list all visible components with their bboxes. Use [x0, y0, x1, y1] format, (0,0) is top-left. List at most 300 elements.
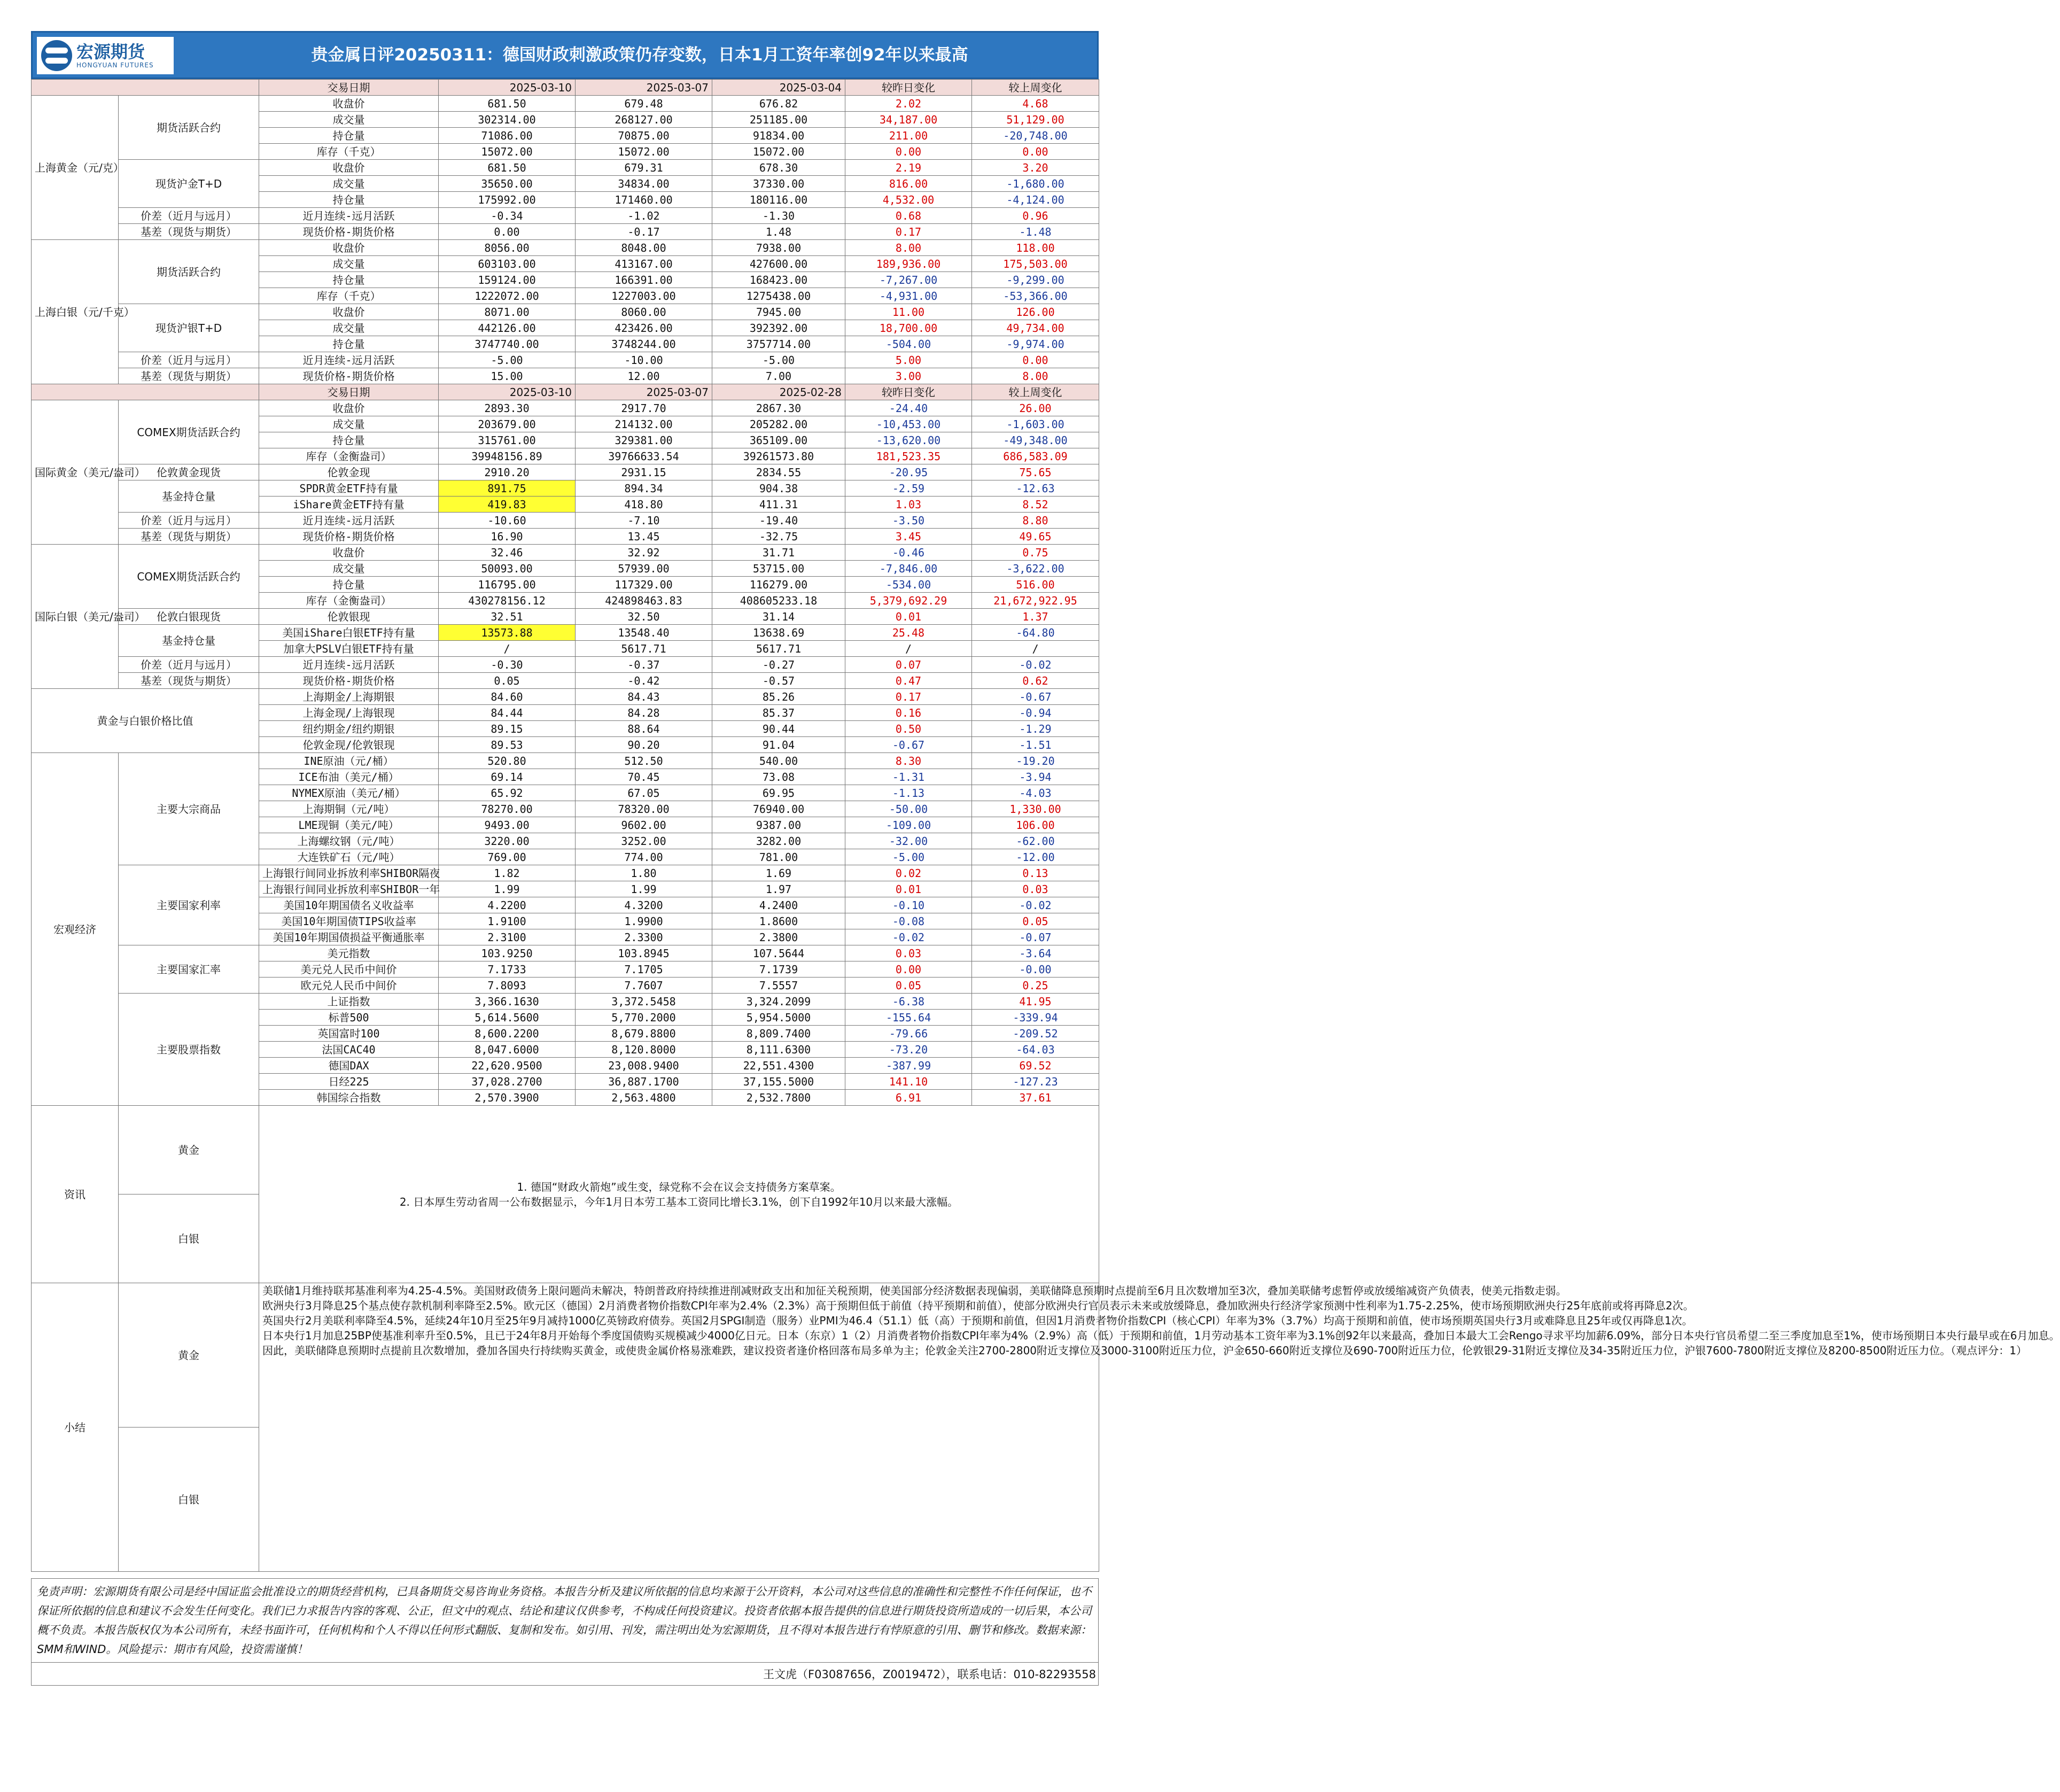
change-day: 2.02 — [845, 96, 972, 112]
change-day: 0.50 — [845, 721, 972, 737]
value-earlier: 1.8600 — [712, 913, 845, 929]
summary-conclusion: 因此，美联储降息预期时点提前且次数增加，叠加各国央行持续购买黄金，或使贵金属价格易涨难跌，建议投资者逢价格回落布局多单为主；伦敦金关注2700-2800附近支撑位及3000-3100附近压力位，沪金650-660附近支撑位及690-700附近压力位，伦敦银29-31附近支撑位及34-35附近压力位，沪银7600-7800附近支撑位及8200-8500附近压力位。（观点评分：1） — [262, 1344, 2027, 1357]
change-day: 0.68 — [845, 208, 972, 224]
news-silver-label: 白银 — [119, 1194, 259, 1283]
table-row — [32, 240, 1099, 256]
value-earlier: 7938.00 — [712, 240, 845, 256]
table-row — [32, 657, 1099, 673]
value-latest: 0.05 — [439, 673, 576, 689]
value-earlier: 411.31 — [712, 497, 845, 513]
value-latest: 175992.00 — [439, 192, 576, 208]
value-prev: 4.3200 — [576, 897, 712, 913]
change-day: -7,846.00 — [845, 561, 972, 577]
date-prev: 2025-03-07 — [576, 384, 712, 400]
change-day: 5.00 — [845, 352, 972, 368]
item-label: 收盘价 — [259, 240, 439, 256]
value-earlier: 3757714.00 — [712, 336, 845, 352]
value-prev: 679.48 — [576, 96, 712, 112]
item-label: 收盘价 — [259, 304, 439, 320]
value-earlier: 2.3800 — [712, 929, 845, 945]
change-day: -2.59 — [845, 480, 972, 497]
change-week: -4.03 — [972, 785, 1099, 801]
change-week: / — [972, 641, 1099, 657]
value-earlier: 7.1739 — [712, 961, 845, 978]
table-row — [32, 673, 1099, 689]
item-label: 韩国综合指数 — [259, 1090, 439, 1106]
value-latest: -5.00 — [439, 352, 576, 368]
change-day: -13,620.00 — [845, 432, 972, 448]
item-label: ICE布油（美元/桶） — [259, 769, 439, 785]
change-day: 189,936.00 — [845, 256, 972, 272]
change-week: -64.03 — [972, 1042, 1099, 1058]
item-label: 成交量 — [259, 112, 439, 128]
table-row — [32, 208, 1099, 224]
change-week: -49,348.00 — [972, 432, 1099, 448]
change-week: 49,734.00 — [972, 320, 1099, 336]
company-logo — [37, 37, 174, 74]
item-label: 法国CAC40 — [259, 1042, 439, 1058]
change-day: -534.00 — [845, 577, 972, 593]
value-earlier: 392392.00 — [712, 320, 845, 336]
subgroup-label: 伦敦黄金现货 — [119, 464, 259, 480]
value-earlier: 15072.00 — [712, 144, 845, 160]
group-label: 上海白银（元/千克） — [32, 240, 119, 384]
summary-gold-label: 黄金 — [119, 1283, 259, 1428]
value-latest: 3,366.1630 — [439, 994, 576, 1010]
change-week: 41.95 — [972, 994, 1099, 1010]
value-latest: 32.51 — [439, 609, 576, 625]
disclaimer: 免责声明：宏源期货有限公司是经中国证监会批准设立的期货经营机构，已具备期货交易咨询业务资格。本报告分析及建议所依据的信息均来源于公开资料，本公司对这些信息的准确性和完整性不作任何保证，也不保证所依据的信息和建议不会发生任何变化。我们已力求报告内容的客观、公正，但文中的观点、结论和建议仅供参考，不构成任何投资建议。投资者依据本报告提供的信息进行期货投资所造成的一切后果，本公司概不负责。本报告版权仅为本公司所有，未经书面许可，任何机构和个人不得以任何形式翻版、复制和发布。如引用、刊发，需注明出处为宏源期货，且不得对本报告进行有悖原意的引用、删节和修改。数据来源：SMM和WIND。风险提示：期市有风险，投资需谨慎！ — [31, 1578, 1099, 1663]
change-week: 4.68 — [972, 96, 1099, 112]
change-week: -19.20 — [972, 753, 1099, 769]
item-label: 日经225 — [259, 1074, 439, 1090]
value-prev: 171460.00 — [576, 192, 712, 208]
subgroup-label: 现货沪银T+D — [119, 304, 259, 352]
item-label: 持仓量 — [259, 577, 439, 593]
value-latest: 1.9100 — [439, 913, 576, 929]
table-row — [32, 464, 1099, 480]
change-week: -127.23 — [972, 1074, 1099, 1090]
value-earlier: 116279.00 — [712, 577, 845, 593]
change-day: 3.00 — [845, 368, 972, 384]
value-earlier: -5.00 — [712, 352, 845, 368]
value-prev: 8048.00 — [576, 240, 712, 256]
table-row — [32, 529, 1099, 545]
table-row — [32, 513, 1099, 529]
change-day: 211.00 — [845, 128, 972, 144]
change-week: 21,672,922.95 — [972, 593, 1099, 609]
value-prev: 32.50 — [576, 609, 712, 625]
value-latest: -0.30 — [439, 657, 576, 673]
value-earlier: 85.26 — [712, 689, 845, 705]
change-week: 118.00 — [972, 240, 1099, 256]
value-latest: 89.53 — [439, 737, 576, 753]
change-week: 126.00 — [972, 304, 1099, 320]
subgroup-label: 伦敦白银现货 — [119, 609, 259, 625]
report-sheet — [31, 31, 2060, 1686]
value-earlier: 13638.69 — [712, 625, 845, 641]
value-latest: 37,028.2700 — [439, 1074, 576, 1090]
item-label: 欧元兑人民币中间价 — [259, 978, 439, 994]
value-prev: 1227003.00 — [576, 288, 712, 304]
item-label: 收盘价 — [259, 545, 439, 561]
value-earlier: 37,155.5000 — [712, 1074, 845, 1090]
subgroup-label: 期货活跃合约 — [119, 240, 259, 304]
value-prev: 67.05 — [576, 785, 712, 801]
value-latest: 203679.00 — [439, 416, 576, 432]
value-latest: 1.82 — [439, 865, 576, 881]
value-prev: 329381.00 — [576, 432, 712, 448]
change-day: 0.17 — [845, 224, 972, 240]
table-row — [32, 545, 1099, 561]
value-earlier: 168423.00 — [712, 272, 845, 288]
value-latest: -10.60 — [439, 513, 576, 529]
value-earlier: 5,954.5000 — [712, 1010, 845, 1026]
value-latest: 891.75 — [439, 480, 576, 497]
value-earlier: 90.44 — [712, 721, 845, 737]
table-row — [32, 304, 1099, 320]
change-day: 0.05 — [845, 978, 972, 994]
change-day: -0.10 — [845, 897, 972, 913]
subgroup-label: COMEX期货活跃合约 — [119, 545, 259, 609]
item-label: 美国10年期国债TIPS收益率 — [259, 913, 439, 929]
change-day: -109.00 — [845, 817, 972, 833]
change-week: 0.75 — [972, 545, 1099, 561]
date-earlier: 2025-03-04 — [712, 80, 845, 96]
value-prev: 2917.70 — [576, 400, 712, 416]
change-day: -0.08 — [845, 913, 972, 929]
item-label: 上海银行间同业拆放利率SHIBOR隔夜 — [259, 865, 439, 881]
value-latest: 159124.00 — [439, 272, 576, 288]
value-latest: 8056.00 — [439, 240, 576, 256]
item-label: 收盘价 — [259, 160, 439, 176]
item-label: 成交量 — [259, 416, 439, 432]
change-week: 0.05 — [972, 913, 1099, 929]
table-row — [32, 400, 1099, 416]
value-earlier: 1.48 — [712, 224, 845, 240]
item-label: 库存（金衡盎司） — [259, 593, 439, 609]
change-week: -3.64 — [972, 945, 1099, 961]
value-prev: 1.9900 — [576, 913, 712, 929]
change-day: -10,453.00 — [845, 416, 972, 432]
value-latest: 442126.00 — [439, 320, 576, 336]
summary-content — [259, 1283, 2060, 1572]
group-label: 上海黄金（元/克） — [32, 96, 119, 240]
value-earlier: 85.37 — [712, 705, 845, 721]
subgroup-label: 主要股票指数 — [119, 994, 259, 1106]
change-day: -79.66 — [845, 1026, 972, 1042]
change-week: 51,129.00 — [972, 112, 1099, 128]
item-label: 伦敦金现/伦敦银现 — [259, 737, 439, 753]
value-latest: 4.2200 — [439, 897, 576, 913]
value-prev: 84.28 — [576, 705, 712, 721]
change-week: 37.61 — [972, 1090, 1099, 1106]
value-earlier: 1.97 — [712, 881, 845, 897]
value-prev: 424898463.83 — [576, 593, 712, 609]
value-prev: 5,770.2000 — [576, 1010, 712, 1026]
value-prev: 2.3300 — [576, 929, 712, 945]
change-day: -5.00 — [845, 849, 972, 865]
value-latest: 32.46 — [439, 545, 576, 561]
change-day: 4,532.00 — [845, 192, 972, 208]
change-week: 0.00 — [972, 144, 1099, 160]
summary-jp: 日本央行1月加息25BP使基准利率升至0.5%，且已于24年8月开始每个季度国债购买规模减少4000亿日元。日本（东京）1（2）月消费者物价指数CPI年率为4%（2.9%）高（低）于预期和前值，1月劳动基本工资年率为3.1%创92年以来最高，叠加日本最大工会Rengo寻求平均加薪6.09%，部分日本央行官员希望二至三季度加息至1%，使市场预期日本央行最早或在6月加息。 — [262, 1329, 2060, 1342]
subgroup-label: 价差（近月与远月） — [119, 208, 259, 224]
change-day: -20.95 — [845, 464, 972, 480]
change-week: -1.48 — [972, 224, 1099, 240]
subgroup-label: 价差（近月与远月） — [119, 352, 259, 368]
change-day: 5,379,692.29 — [845, 593, 972, 609]
change-week: -62.00 — [972, 833, 1099, 849]
change-day: -4,931.00 — [845, 288, 972, 304]
value-prev: 78320.00 — [576, 801, 712, 817]
value-latest: 681.50 — [439, 96, 576, 112]
subgroup-label: 期货活跃合约 — [119, 96, 259, 160]
value-prev: 7.7607 — [576, 978, 712, 994]
item-label: 现货价格-期货价格 — [259, 529, 439, 545]
value-earlier: 2,532.7800 — [712, 1090, 845, 1106]
item-label: 上海螺纹钢（元/吨） — [259, 833, 439, 849]
value-prev: 3,372.5458 — [576, 994, 712, 1010]
change-day: 0.00 — [845, 144, 972, 160]
change-day: 25.48 — [845, 625, 972, 641]
change-day: -1.31 — [845, 769, 972, 785]
value-prev: 423426.00 — [576, 320, 712, 336]
change-day: 2.19 — [845, 160, 972, 176]
subgroup-label: 主要国家利率 — [119, 865, 259, 945]
change-week: 8.00 — [972, 368, 1099, 384]
subgroup-label: 主要国家汇率 — [119, 945, 259, 994]
value-latest: -0.34 — [439, 208, 576, 224]
change-week: -0.02 — [972, 897, 1099, 913]
change-week: 516.00 — [972, 577, 1099, 593]
item-label: 成交量 — [259, 256, 439, 272]
item-label: 现货价格-期货价格 — [259, 368, 439, 384]
change-week: -3,622.00 — [972, 561, 1099, 577]
value-latest: 8,047.6000 — [439, 1042, 576, 1058]
change-day: -50.00 — [845, 801, 972, 817]
change-week: 75.65 — [972, 464, 1099, 480]
item-label: 美国10年期国债损益平衡通胀率 — [259, 929, 439, 945]
value-prev: 8060.00 — [576, 304, 712, 320]
value-latest: 89.15 — [439, 721, 576, 737]
value-latest: 7.8093 — [439, 978, 576, 994]
change-week: -0.00 — [972, 961, 1099, 978]
change-week: 49.65 — [972, 529, 1099, 545]
subgroup-label: 价差（近月与远月） — [119, 657, 259, 673]
data-table — [31, 79, 2060, 1572]
value-latest: 8,600.2200 — [439, 1026, 576, 1042]
change-day: / — [845, 641, 972, 657]
change-week: 26.00 — [972, 400, 1099, 416]
item-label: 成交量 — [259, 561, 439, 577]
value-prev: 34834.00 — [576, 176, 712, 192]
item-label: 上海期金/上海期银 — [259, 689, 439, 705]
value-prev: 84.43 — [576, 689, 712, 705]
item-label: 近月连续-远月活跃 — [259, 352, 439, 368]
change-day: -73.20 — [845, 1042, 972, 1058]
news-row-gold — [32, 1106, 1099, 1194]
change-day: 141.10 — [845, 1074, 972, 1090]
value-earlier: 39261573.80 — [712, 448, 845, 464]
change-day: -155.64 — [845, 1010, 972, 1026]
item-label: 德国DAX — [259, 1058, 439, 1074]
date-header-row — [32, 384, 1099, 400]
value-earlier: 205282.00 — [712, 416, 845, 432]
value-earlier: 427600.00 — [712, 256, 845, 272]
value-latest: / — [439, 641, 576, 657]
change-week: 69.52 — [972, 1058, 1099, 1074]
value-prev: 15072.00 — [576, 144, 712, 160]
change-day: 11.00 — [845, 304, 972, 320]
change-week-label: 较上周变化 — [972, 80, 1099, 96]
change-day: 6.91 — [845, 1090, 972, 1106]
change-week: -12.00 — [972, 849, 1099, 865]
value-earlier: 540.00 — [712, 753, 845, 769]
change-day: -0.67 — [845, 737, 972, 753]
value-earlier: 7.00 — [712, 368, 845, 384]
value-latest: 103.9250 — [439, 945, 576, 961]
value-latest: 16.90 — [439, 529, 576, 545]
value-earlier: -1.30 — [712, 208, 845, 224]
value-latest: 50093.00 — [439, 561, 576, 577]
value-earlier: 5617.71 — [712, 641, 845, 657]
table-row — [32, 352, 1099, 368]
change-day: 18,700.00 — [845, 320, 972, 336]
value-prev: 32.92 — [576, 545, 712, 561]
change-day: 0.00 — [845, 961, 972, 978]
value-prev: 3252.00 — [576, 833, 712, 849]
value-earlier: 7.5557 — [712, 978, 845, 994]
value-latest: 0.00 — [439, 224, 576, 240]
value-earlier: 408605233.18 — [712, 593, 845, 609]
value-latest: 84.60 — [439, 689, 576, 705]
value-prev: 679.31 — [576, 160, 712, 176]
change-week: 0.00 — [972, 352, 1099, 368]
change-day: 181,523.35 — [845, 448, 972, 464]
value-earlier: 2867.30 — [712, 400, 845, 416]
value-prev: 2931.15 — [576, 464, 712, 480]
item-label: 现货价格-期货价格 — [259, 224, 439, 240]
value-earlier: 3282.00 — [712, 833, 845, 849]
change-week: 8.80 — [972, 513, 1099, 529]
value-latest: 302314.00 — [439, 112, 576, 128]
value-latest: 769.00 — [439, 849, 576, 865]
group-label: 国际白银（美元/盎司） — [32, 545, 119, 689]
value-earlier: 365109.00 — [712, 432, 845, 448]
change-week: 8.52 — [972, 497, 1099, 513]
value-prev: 8,679.8800 — [576, 1026, 712, 1042]
change-week: -1,603.00 — [972, 416, 1099, 432]
change-day: 34,187.00 — [845, 112, 972, 128]
item-label: 上证指数 — [259, 994, 439, 1010]
change-week-label: 较上周变化 — [972, 384, 1099, 400]
header-blank — [32, 384, 259, 400]
table-row — [32, 994, 1099, 1010]
change-week: -1.29 — [972, 721, 1099, 737]
value-earlier: 76940.00 — [712, 801, 845, 817]
item-label: 英国富时100 — [259, 1026, 439, 1042]
item-label: 大连铁矿石（元/吨） — [259, 849, 439, 865]
change-week: -1.51 — [972, 737, 1099, 753]
value-latest: 315761.00 — [439, 432, 576, 448]
change-week: -12.63 — [972, 480, 1099, 497]
change-week: -209.52 — [972, 1026, 1099, 1042]
value-prev: 2,563.4800 — [576, 1090, 712, 1106]
change-week: -1,680.00 — [972, 176, 1099, 192]
item-label: 收盘价 — [259, 96, 439, 112]
value-prev: 90.20 — [576, 737, 712, 753]
subgroup-label: 价差（近月与远月） — [119, 513, 259, 529]
subgroup-label: COMEX期货活跃合约 — [119, 400, 259, 464]
item-label: 成交量 — [259, 176, 439, 192]
value-prev: 36,887.1700 — [576, 1074, 712, 1090]
change-day: -0.02 — [845, 929, 972, 945]
item-label: 持仓量 — [259, 272, 439, 288]
value-latest: 13573.88 — [439, 625, 576, 641]
change-day: -7,267.00 — [845, 272, 972, 288]
change-week: -9,299.00 — [972, 272, 1099, 288]
value-earlier: 31.71 — [712, 545, 845, 561]
subgroup-label: 基差（现货与期货） — [119, 224, 259, 240]
value-latest: 3220.00 — [439, 833, 576, 849]
item-label: LME现铜（美元/吨） — [259, 817, 439, 833]
value-latest: 1222072.00 — [439, 288, 576, 304]
value-latest: 419.83 — [439, 497, 576, 513]
value-earlier: 69.95 — [712, 785, 845, 801]
change-week: 1,330.00 — [972, 801, 1099, 817]
date-prev: 2025-03-07 — [576, 80, 712, 96]
change-week: -0.07 — [972, 929, 1099, 945]
value-latest: 2.3100 — [439, 929, 576, 945]
subgroup-label: 主要大宗商品 — [119, 753, 259, 865]
change-week: -53,366.00 — [972, 288, 1099, 304]
news-item-1: 1. 德国“财政火箭炮”或生变，绿党称不会在议会支持债务方案草案。 — [517, 1180, 841, 1193]
item-label: 现货价格-期货价格 — [259, 673, 439, 689]
change-week: 0.62 — [972, 673, 1099, 689]
item-label: 美国iShare白银ETF持有量 — [259, 625, 439, 641]
item-label: 成交量 — [259, 320, 439, 336]
item-label: SPDR黄金ETF持有量 — [259, 480, 439, 497]
change-week: -0.67 — [972, 689, 1099, 705]
table-row — [32, 368, 1099, 384]
value-prev: -1.02 — [576, 208, 712, 224]
value-prev: 268127.00 — [576, 112, 712, 128]
value-prev: 894.34 — [576, 480, 712, 497]
logo-name-cn: 宏源期货 — [76, 42, 145, 62]
value-prev: -0.37 — [576, 657, 712, 673]
value-earlier: 1275438.00 — [712, 288, 845, 304]
item-label: INE原油（元/桶） — [259, 753, 439, 769]
value-latest: 78270.00 — [439, 801, 576, 817]
change-day: 0.16 — [845, 705, 972, 721]
value-prev: 39766633.54 — [576, 448, 712, 464]
change-week: 0.13 — [972, 865, 1099, 881]
value-prev: 418.80 — [576, 497, 712, 513]
date-earlier: 2025-02-28 — [712, 384, 845, 400]
date-latest: 2025-03-10 — [439, 384, 576, 400]
item-label: 美元兑人民币中间价 — [259, 961, 439, 978]
value-latest: 8071.00 — [439, 304, 576, 320]
value-latest: 116795.00 — [439, 577, 576, 593]
change-day: 3.45 — [845, 529, 972, 545]
table-row — [32, 224, 1099, 240]
item-label: 伦敦金现 — [259, 464, 439, 480]
summary-us: 美联储1月维持联邦基准利率为4.25-4.5%。美国财政债务上限问题尚未解决，特朗普政府持续推进削减财政支出和加征关税预期，使美国部分经济数据表现偏弱，美联储降息预期时点提前至6月且次数增加至3次，叠加美联储考虑暂停或放缓缩减资产负债表，使美元指数走弱。 — [262, 1284, 1567, 1297]
change-week: -4,124.00 — [972, 192, 1099, 208]
value-latest: 520.80 — [439, 753, 576, 769]
value-earlier: 1.69 — [712, 865, 845, 881]
